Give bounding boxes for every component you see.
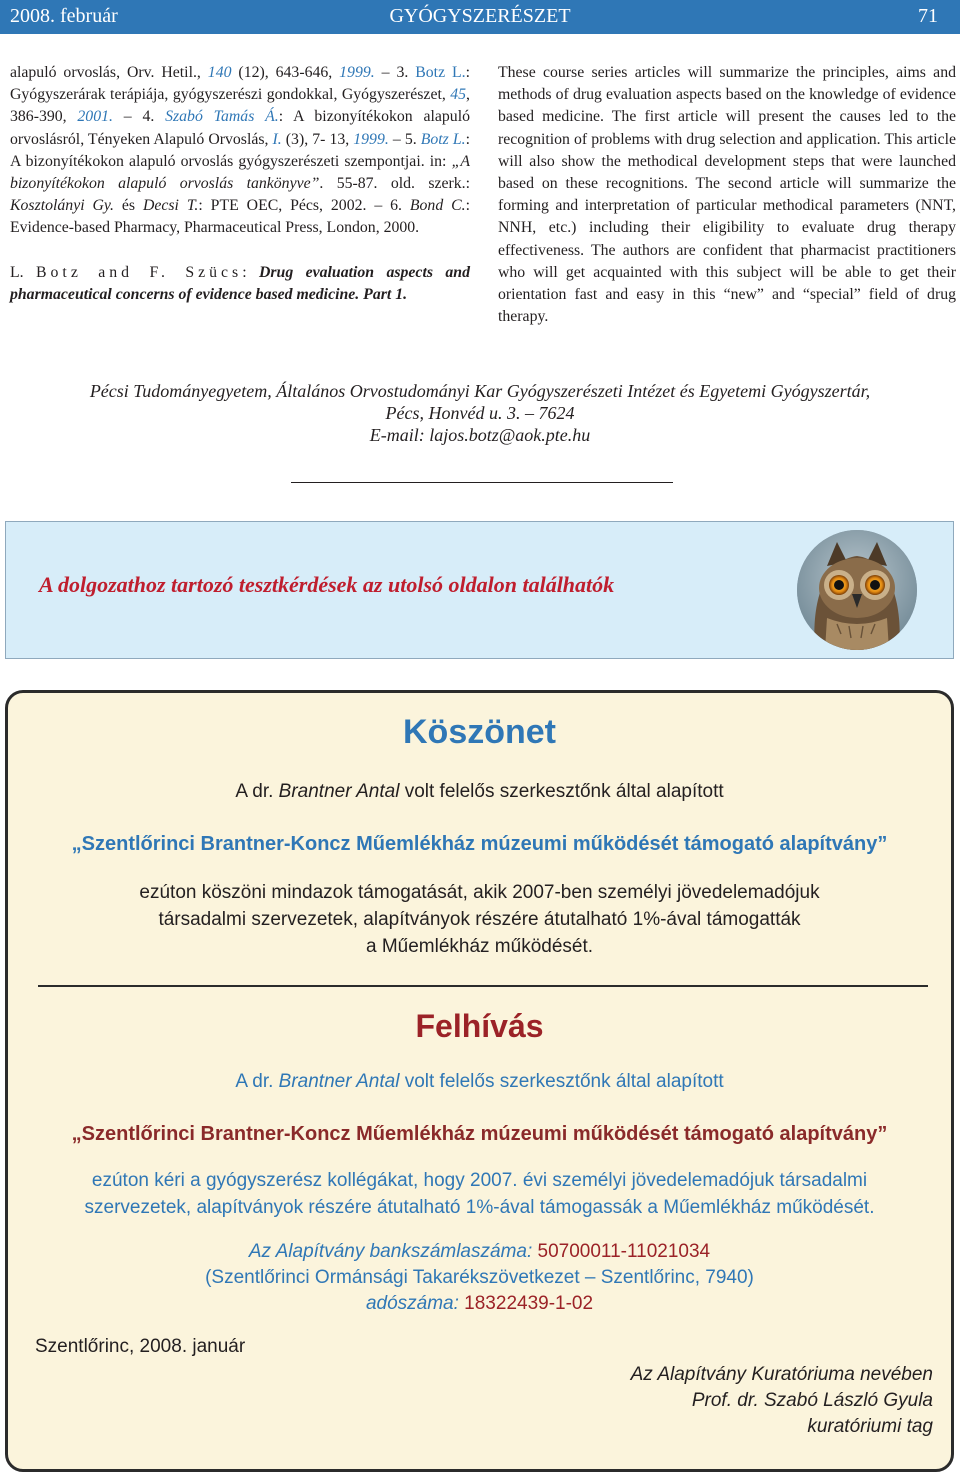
test-questions-banner <box>5 521 954 659</box>
foundation-name: „Szentlőrinci Brantner-Koncz Műemlékház múzeumi működését támogató alapítvány” <box>71 833 888 855</box>
bank-details <box>8 1239 951 1317</box>
affiliation-line: Pécsi Tudományegyetem, Általános Orvostudományi Kar Gyógyszerészeti Intézet és Egyetemi Gyógyszertár, <box>89 381 871 401</box>
journal-name: GYÓGYSZERÉSZET <box>389 5 571 27</box>
bank-account: Az Alapítvány bankszámlaszáma: 50700011-11021034 <box>248 1241 711 1262</box>
thanks-title: Köszönet <box>403 713 556 751</box>
foundation-notice <box>5 690 954 1472</box>
section-divider <box>38 985 928 987</box>
call-title: Felhívás <box>415 1008 544 1044</box>
english-title: L. Botz and F. Szücs: Drug evaluation aspects and pharmaceutical concerns of evidence based medicine. Part 1. <box>10 263 470 303</box>
english-abstract-column <box>498 62 956 328</box>
page-number: 71 <box>918 5 938 27</box>
author-email: E-mail: lajos.botz@aok.pte.hu <box>369 425 591 445</box>
owl-icon <box>797 530 917 650</box>
page-header <box>0 0 960 34</box>
place-date: Szentlőrinc, 2008. január <box>35 1336 246 1357</box>
foundation-name: „Szentlőrinci Brantner-Koncz Műemlékház múzeumi működését támogató alapítvány” <box>71 1123 888 1145</box>
bank-name: (Szentlőrinci Ormánsági Takarékszövetkezet – Szentlőrinc, 7940) <box>205 1267 754 1288</box>
tax-number: adószáma: 18322439-1-02 <box>365 1293 594 1314</box>
thanks-intro: A dr. Brantner Antal volt felelős szerkesztőnk által alapított <box>235 781 724 802</box>
signature-block: Az Alapítvány Kuratóriuma nevében Prof. dr. Szabó László Gyula kuratóriumi tag <box>630 1364 933 1437</box>
english-abstract-text: These course series articles will summarize the principles, aims and methods of drug evaluation aspects based on the knowledge of evidence based medicine. The first article will present the causes led to the recognition of problems with drug selection and application. This article will also show the methodical development steps that were launched based on these recognitions. The second article will summarize the forming and interpretation of particular methodical parameters (NNT, NNH, etc.) including their eligibility to evaluate drug therapy effectiveness. The authors are confident that pharmacist practitioners who will get acquainted with this subject will be able to get their orientation fast and easy in this “new” and “special” field of drug therapy. <box>498 64 956 326</box>
thanks-body: ezúton köszöni mindazok támogatását, akik 2007-ben személyi jövedelemadójuk társadalmi szervezetek, alapítványok részére átutalható 1%-ával támogatták a Műemlékház működését. <box>139 882 820 957</box>
affiliation-address: Pécs, Honvéd u. 3. – 7624 <box>385 403 575 423</box>
reference-item: alapuló orvoslás, Orv. Hetil., 140 (12), 643-646, 1999. – 3. Botz L.: Gyógyszerárak terápiája, gyógyszerészi gondokkal, Gyógyszerészet, 45, 386-390, 2001. – 4. Szabó Tamás Á.: A bizonyítékokon alapuló orvoslásról, Tényeken Alapuló Orvoslás, I. (3), 7- 13, 1999. – 5. Botz L.: A bizonyítékokon alapuló orvoslás gyógyszerészeti szempontjai. in: „A bizonyítékokon alapuló orvoslás tankönyve”. 55-87. old. szerk.: Kosztolányi Gy. és Decsi T.: PTE OEC, Pécs, 2002. – 6. Bond C.: Evidence-based Pharmacy, Pharmaceutical Press, London, 2000. <box>10 64 471 237</box>
issue-date: 2008. február <box>10 5 118 27</box>
affiliation <box>20 380 940 446</box>
affiliation-rule <box>291 482 673 483</box>
call-intro: A dr. Brantner Antal volt felelős szerkesztőnk által alapított <box>235 1071 724 1092</box>
test-questions-notice: A dolgozathoz tartozó tesztkérdések az utolsó oldalon találhatók <box>39 572 615 597</box>
call-body: ezúton kéri a gyógyszerész kollégákat, hogy 2007. évi személyi jövedelemadójuk társadalmi szervezetek, alapítványok részére átutalható 1%-ával támogassák a Műemlékház működését. <box>84 1170 875 1218</box>
references-column <box>10 62 470 306</box>
